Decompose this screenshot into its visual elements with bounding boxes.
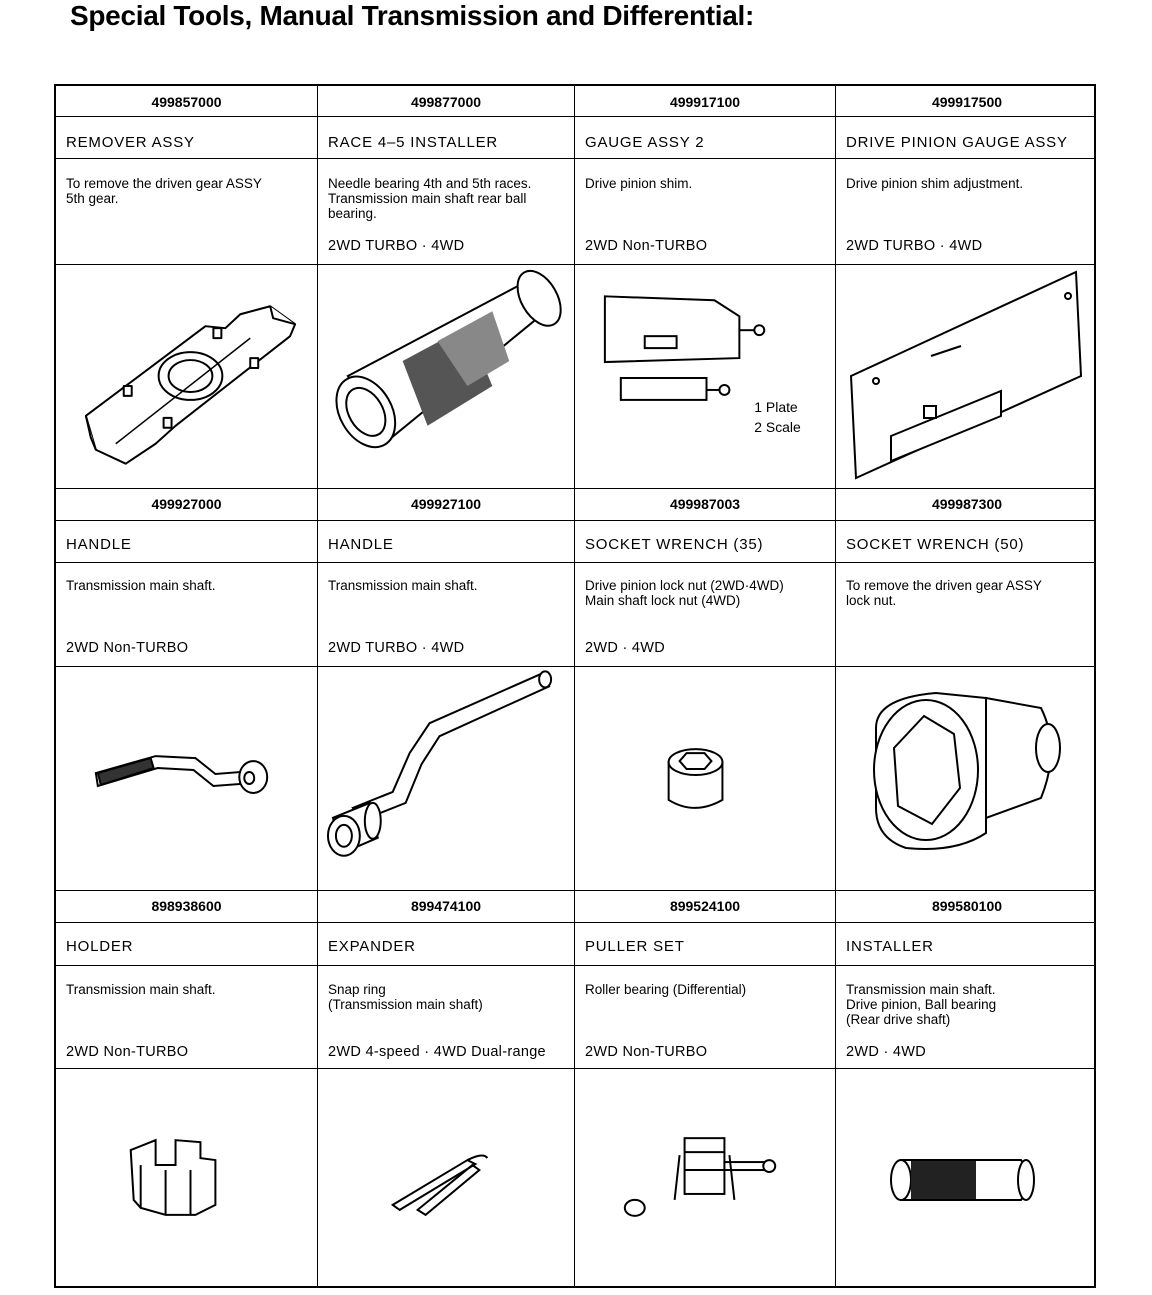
tool-cell (575, 86, 836, 488)
tool-cell (836, 890, 1098, 1288)
tool-cell (56, 86, 318, 488)
tool-name: PULLER SET (585, 938, 685, 955)
tool-description: Transmission main shaft. (328, 578, 478, 593)
handle-icon (56, 668, 317, 890)
tool-description: Roller bearing (Differential) (585, 982, 747, 997)
tool-code: 898938600 (151, 898, 222, 914)
tool-name: RACE 4–5 INSTALLER (328, 134, 499, 151)
tool-applicability: 2WD Non-TURBO (66, 640, 189, 656)
puller-set-icon (575, 1070, 835, 1288)
tool-code: 899474100 (410, 898, 482, 914)
expander-icon (318, 1070, 574, 1288)
tool-name: REMOVER ASSY (66, 134, 195, 151)
tool-applicability: 2WD TURBO · 4WD (846, 238, 983, 254)
tool-name: SOCKET WRENCH (50) (846, 536, 1025, 553)
tool-cell (318, 488, 575, 890)
tool-applicability: 2WD 4-speed · 4WD Dual-range (328, 1044, 546, 1060)
tool-name: INSTALLER (846, 938, 934, 955)
tool-applicability: 2WD · 4WD (585, 640, 666, 656)
tool-applicability: 2WD TURBO · 4WD (328, 238, 465, 254)
special-tools-table (54, 84, 1096, 1288)
tool-cell (575, 890, 836, 1288)
tool-applicability: 2WD Non-TURBO (585, 1044, 708, 1060)
tool-description: Drive pinion shim adjustment. (846, 176, 1024, 191)
tool-applicability: 2WD Non-TURBO (66, 1044, 189, 1060)
tool-code: 499877000 (410, 94, 482, 110)
handle-large-icon (318, 668, 574, 890)
tool-code: 499927000 (151, 496, 222, 512)
installer-icon (836, 1070, 1098, 1288)
tool-description: Transmission main shaft. Drive pinion, Ball bearing (Rear drive shaft) (846, 982, 997, 1027)
page-title: Special Tools, Manual Transmission and Differential: (70, 0, 755, 31)
tool-code: 499857000 (151, 94, 222, 110)
tool-cell (56, 488, 318, 890)
tool-code: 499987003 (669, 496, 741, 512)
tool-description: Snap ring (Transmission main shaft) (328, 982, 483, 1012)
tool-code: 499917100 (669, 94, 741, 110)
tool-description: Drive pinion shim. (585, 176, 693, 191)
remover-assy-icon (56, 266, 317, 488)
tool-cell (575, 488, 836, 890)
tool-code: 499927100 (410, 496, 482, 512)
tool-code: 899580100 (931, 898, 1003, 914)
gauge-assy-icon (575, 266, 835, 488)
tool-name: HANDLE (328, 536, 394, 553)
tool-code: 899524100 (669, 898, 741, 914)
holder-icon (56, 1070, 317, 1288)
tool-name: SOCKET WRENCH (35) (585, 536, 764, 553)
tool-cell (318, 890, 575, 1288)
tool-cell (836, 86, 1098, 488)
tool-description: Needle bearing 4th and 5th races. Transmission main shaft rear ball bearing. (328, 176, 532, 221)
tool-description: Transmission main shaft. (66, 578, 216, 593)
tool-code: 499987300 (931, 496, 1003, 512)
tool-name: HANDLE (66, 536, 132, 553)
tool-code: 499917500 (931, 94, 1003, 110)
tool-name: DRIVE PINION GAUGE ASSY (846, 134, 1068, 151)
socket-small-icon (575, 668, 835, 890)
gauge-legend-2: 2 Scale (754, 418, 801, 435)
race-installer-icon (318, 266, 574, 488)
tool-description: Drive pinion lock nut (2WD·4WD) Main shaft lock nut (4WD) (585, 578, 784, 608)
tool-name: HOLDER (66, 938, 134, 955)
tool-description: To remove the driven gear ASSY 5th gear. (66, 176, 262, 206)
gauge-legend-1: 1 Plate (754, 398, 798, 415)
tool-applicability: 2WD Non-TURBO (585, 238, 708, 254)
tool-applicability: 2WD TURBO · 4WD (328, 640, 465, 656)
tool-cell (56, 890, 318, 1288)
socket-large-icon (836, 668, 1098, 890)
tool-description: Transmission main shaft. (66, 982, 216, 997)
pinion-gauge-icon (836, 266, 1098, 488)
tool-name: EXPANDER (328, 938, 416, 955)
tool-description: To remove the driven gear ASSY lock nut. (846, 578, 1042, 608)
tool-cell (318, 86, 575, 488)
tool-name: GAUGE ASSY 2 (585, 134, 705, 151)
tool-applicability: 2WD · 4WD (846, 1044, 927, 1060)
tool-cell (836, 488, 1098, 890)
